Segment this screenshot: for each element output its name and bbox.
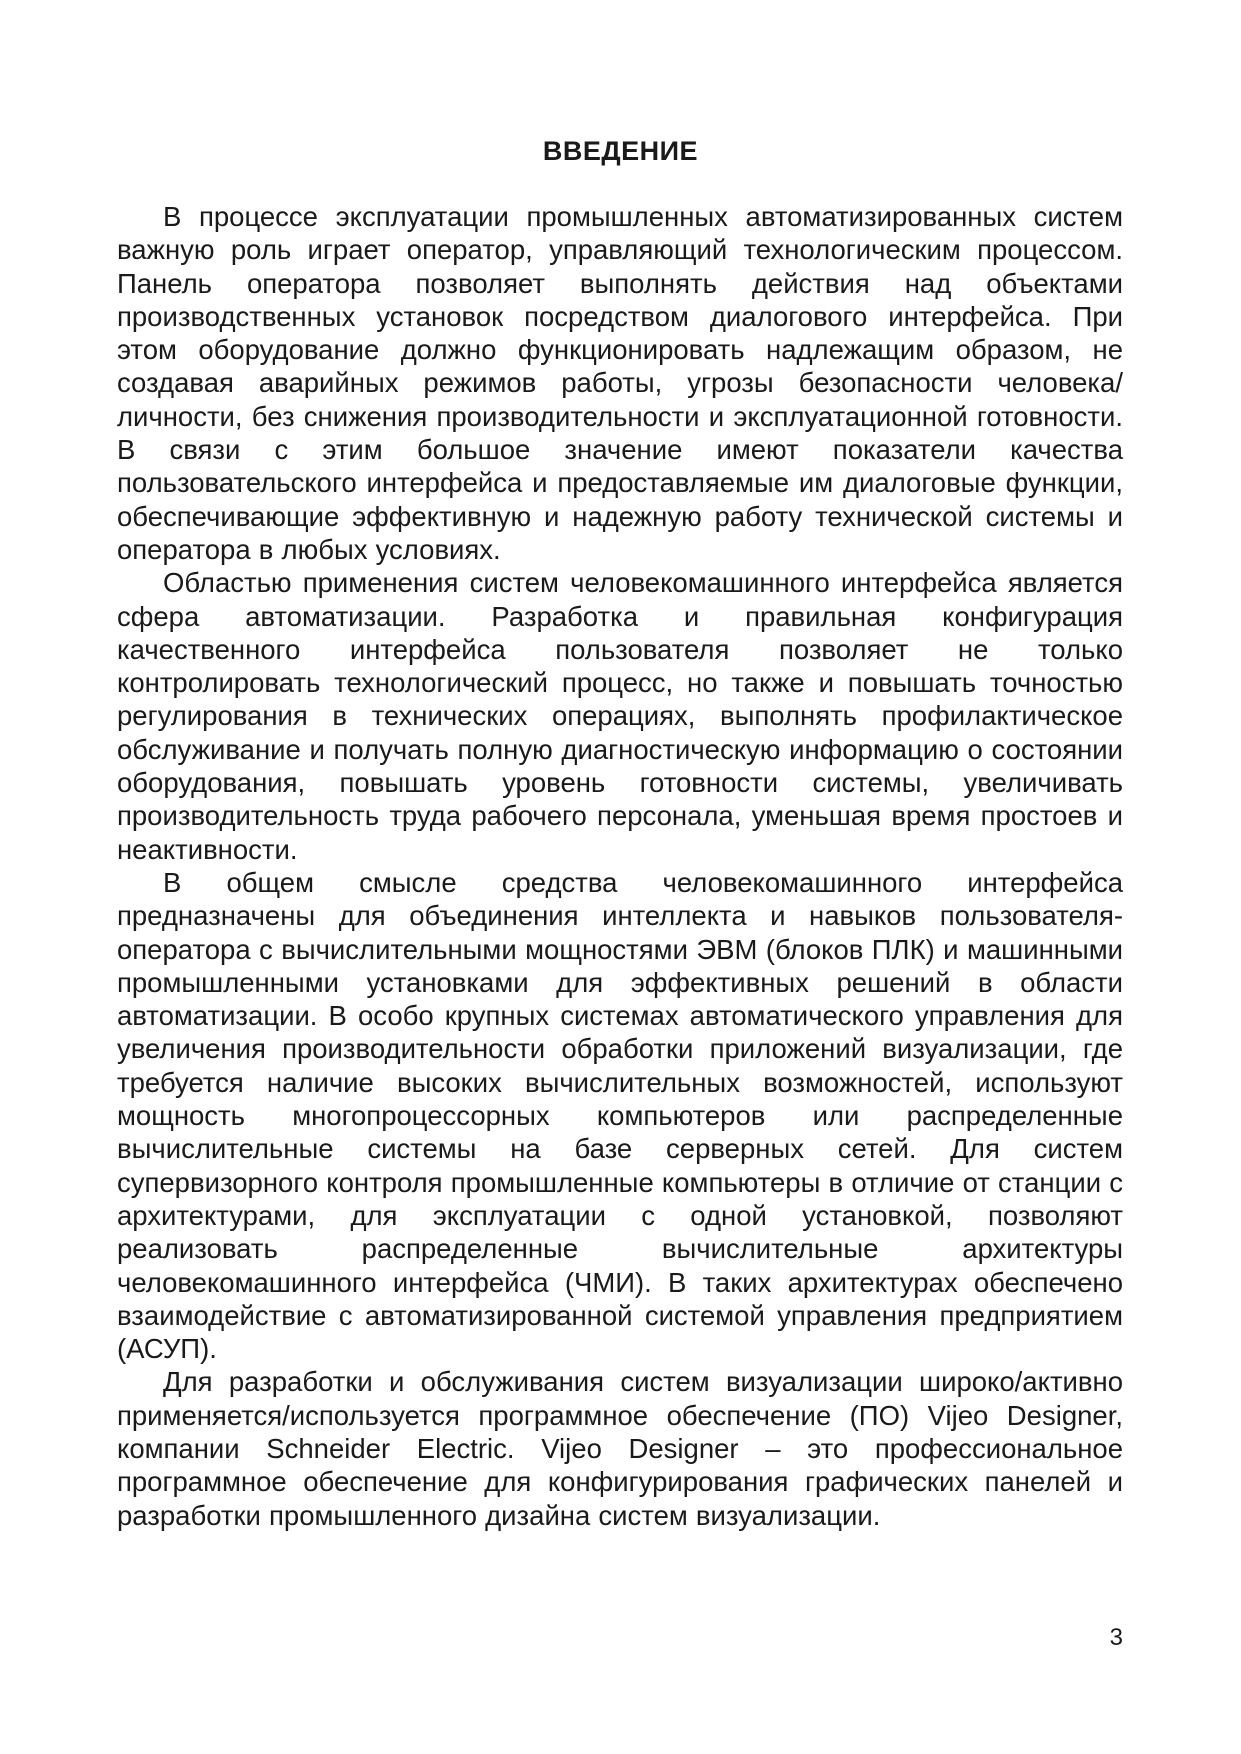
page-number: 3	[1109, 1624, 1123, 1651]
paragraph: В общем смысле средства человекомашинного интерфейса предназначены для объединения интеллекта и навыков пользователя-оператора с вычислительными мощностями ЭВМ (блоков ПЛК) и машинными промышленными установками для эффективных решений в области автоматизации. В особо крупных системах автоматического управления для увеличения производительности обработки приложений визуализации, где требуется наличие высоких вычислительных возможностей, используют мощность многопроцессорных компьютеров или распределенные вычислительные системы на базе серверных сетей. Для систем супервизорного контроля промышленные компьютеры в отличие от станции с архитектурами, для эксплуатации с одной установкой, позволяют реализовать распределенные вычислительные архитектуры человекомашинного интерфейса (ЧМИ). В таких архитектурах обеспечено взаимодействие с автоматизированной системой управления предприятием (АСУП).	[117, 866, 1123, 1365]
paragraph: Для разработки и обслуживания систем визуализации широко/активно применяется/используется программное обеспечение (ПО) Vijeo Designer, компании Schneider Electric. Vijeo Designer – это профессиональное программное обеспечение для конфигурирования графических панелей и разработки промышленного дизайна систем визуализации.	[117, 1366, 1123, 1531]
page-title: ВВЕДЕНИЕ	[542, 136, 699, 166]
body-text	[117, 200, 1123, 1532]
paragraph: Областью применения систем человекомашинного интерфейса является сфера автоматизации. Разработка и правильная конфигурация качественного интерфейса пользователя позволяет не только контролировать технологический процесс, но также и повышать точностью регулирования в технических операциях, выполнять профилактическое обслуживание и получать полную диагностическую информацию о состоянии оборудования, повышать уровень готовности системы, увеличивать производительность труда рабочего персонала, уменьшая время простоев и неактивности.	[117, 567, 1123, 865]
paragraph: В процессе эксплуатации промышленных автоматизированных систем важную роль играет оператор, управляющий технологическим процессом. Панель оператора позволяет выполнять действия над объектами производственных установок посредством диалогового интерфейса. При этом оборудование должно функционировать надлежащим образом, не создавая аварийных режимов работы, угрозы безопасности человека/личности, без снижения производительности и эксплуатационной готовности. В связи с этим большое значение имеют показатели качества пользовательского интерфейса и предоставляемые им диалоговые функции, обеспечивающие эффективную и надежную работу технической системы и оператора в любых условиях.	[117, 201, 1123, 565]
